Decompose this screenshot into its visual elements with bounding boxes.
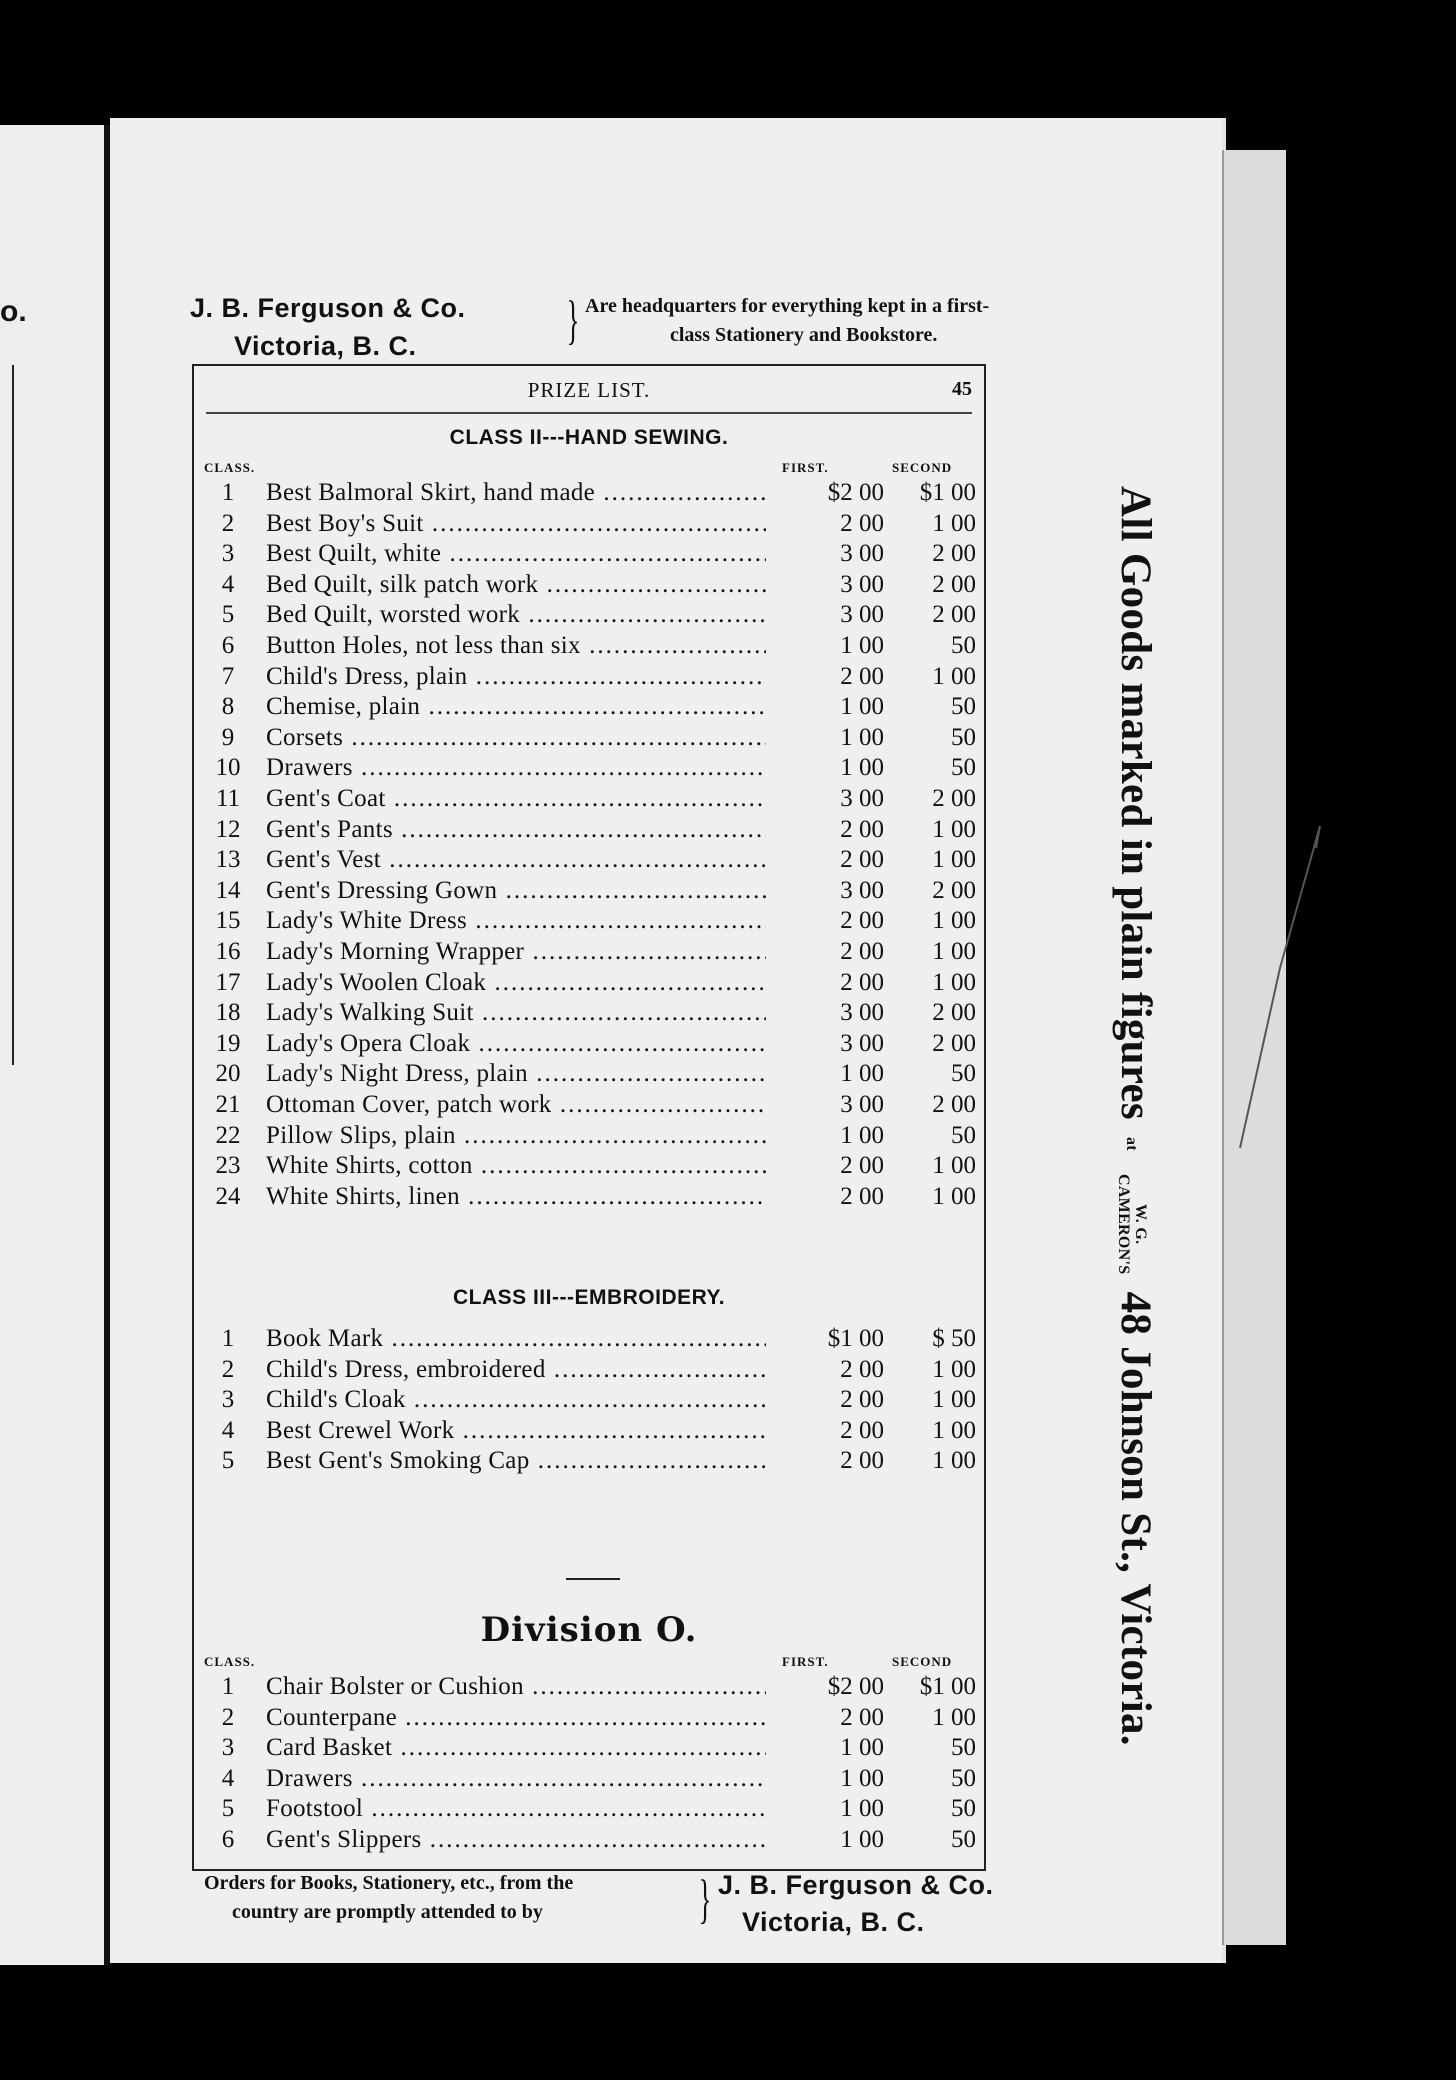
- second-prize: 1 00: [932, 846, 976, 874]
- second-prize: $1 00: [919, 1673, 976, 1700]
- item-name: Gent's Coat .....: [266, 784, 766, 814]
- second-prize: 50: [951, 693, 976, 721]
- class-number: 2: [221, 509, 235, 537]
- item-name: Footstool .....: [266, 1794, 766, 1824]
- second-prize: 1 00: [932, 815, 976, 843]
- section-title-embroidery: CLASS III---EMBROIDERY.: [452, 1286, 726, 1309]
- header-tagline-line-2: class Stationery and Bookstore.: [670, 324, 938, 346]
- first-prize: 3 00: [766, 1090, 890, 1120]
- table-row: [194, 1794, 974, 1824]
- first-prize: 1 00: [766, 1825, 890, 1855]
- item-name: Best Crewel Work .....: [266, 1416, 766, 1446]
- second-prize: 50: [951, 1060, 976, 1088]
- running-head: PRIZE LIST.: [527, 378, 651, 402]
- item-name: Bed Quilt, worsted work .....: [266, 600, 766, 630]
- class-number: 14: [215, 876, 241, 904]
- first-prize: 1 00: [766, 723, 890, 753]
- item-name: Corsets .....: [266, 723, 766, 753]
- item-name: Best Boy's Suit .....: [266, 509, 766, 539]
- item-name: Bed Quilt, silk patch work .....: [266, 570, 766, 600]
- footer-firm-city: Victoria, B. C.: [742, 1907, 925, 1937]
- second-prize: $ 50: [932, 1325, 976, 1352]
- first-prize: 2 00: [766, 1151, 890, 1181]
- table-row: [194, 631, 974, 661]
- first-prize: 3 00: [766, 570, 890, 600]
- footer-note-line-1: Orders for Books, Stationery, etc., from the: [204, 1872, 574, 1894]
- item-name: Ottoman Cover, patch work .....: [266, 1090, 766, 1120]
- class-number: 6: [221, 1826, 235, 1853]
- division-column-labels: [204, 1654, 984, 1672]
- first-prize: 3 00: [766, 1029, 890, 1059]
- class-number: 9: [221, 723, 235, 751]
- table-row: [194, 876, 974, 906]
- item-name: Gent's Slippers .....: [266, 1825, 766, 1855]
- table-row: [194, 784, 974, 814]
- table-row: [194, 815, 974, 845]
- book-page: [110, 118, 1222, 1963]
- item-name: Lady's Night Dress, plain .....: [266, 1059, 766, 1089]
- first-prize: 2 00: [766, 1446, 890, 1476]
- second-prize: 50: [951, 1121, 976, 1149]
- first-prize: 3 00: [766, 784, 890, 814]
- first-prize: 1 00: [766, 753, 890, 783]
- class-number: 4: [221, 1416, 235, 1444]
- item-name: Lady's Morning Wrapper .....: [266, 937, 766, 967]
- side-ad-small-1: W. G.: [1131, 1203, 1149, 1245]
- header-tagline-line-1: Are headquarters for everything kept in a first-: [585, 295, 990, 317]
- first-prize: 3 00: [766, 876, 890, 906]
- first-prize: 2 00: [766, 509, 890, 539]
- class-number: 24: [215, 1182, 241, 1210]
- header-firm-name: J. B. Ferguson & Co.: [190, 293, 466, 323]
- first-prize: 2 00: [766, 662, 890, 692]
- first-prize: 1 00: [766, 692, 890, 722]
- first-prize: 3 00: [766, 539, 890, 569]
- table-row: [194, 937, 974, 967]
- class-number: 13: [215, 846, 241, 874]
- table-row: [194, 1059, 974, 1089]
- first-prize: 1 00: [766, 1121, 890, 1151]
- facing-page-rule: [12, 365, 14, 1065]
- first-prize: 1 00: [766, 1059, 890, 1089]
- item-name: Lady's White Dress .....: [266, 906, 766, 936]
- class-number: 20: [215, 1060, 241, 1088]
- table-row: [194, 753, 974, 783]
- table-row: [194, 478, 974, 508]
- second-prize: 50: [951, 723, 976, 751]
- second-prize: 50: [951, 1734, 976, 1762]
- table-row: [194, 1385, 974, 1415]
- table-row: [194, 998, 974, 1028]
- table-row: [194, 1703, 974, 1733]
- side-ad-text-2: 48 Johnson St., Victoria.: [1112, 1291, 1159, 1746]
- second-prize: 1 00: [932, 907, 976, 935]
- second-prize: 2 00: [932, 570, 976, 598]
- column-label-first: FIRST.: [782, 1654, 829, 1669]
- first-prize: 3 00: [766, 600, 890, 630]
- first-prize: 2 00: [766, 1385, 890, 1415]
- table-row: [194, 1324, 974, 1354]
- class-number: 22: [215, 1121, 241, 1149]
- item-name: Gent's Vest .....: [266, 845, 766, 875]
- side-ad-small-2: CAMERON'S: [1114, 1173, 1132, 1275]
- division-title: Division O.: [480, 1610, 698, 1650]
- class-number: 6: [221, 632, 235, 659]
- class-number: 1: [221, 479, 235, 506]
- second-prize: 1 00: [932, 1447, 976, 1475]
- class-number: 15: [215, 907, 241, 935]
- table-row: [194, 600, 974, 630]
- second-prize: 50: [951, 1795, 976, 1823]
- table-row: [194, 1446, 974, 1476]
- footer-note-line-2: country are promptly attended to by: [232, 1901, 543, 1923]
- second-prize: 1 00: [932, 509, 976, 537]
- item-name: White Shirts, cotton .....: [266, 1151, 766, 1181]
- item-name: Drawers .....: [266, 1764, 766, 1794]
- class-number: 7: [221, 662, 235, 690]
- side-ad-at: at: [1123, 1136, 1141, 1151]
- first-prize: $1 00: [766, 1324, 890, 1354]
- table-row: [194, 1825, 974, 1855]
- table-row: [194, 1151, 974, 1181]
- page-number: 45: [952, 378, 972, 400]
- table-row: [194, 1355, 974, 1385]
- first-prize: 2 00: [766, 906, 890, 936]
- column-label-class: CLASS.: [204, 1654, 256, 1669]
- table-row: [194, 845, 974, 875]
- item-name: Gent's Pants .....: [266, 815, 766, 845]
- head-rule: [206, 412, 972, 414]
- facing-page-text-fragment: o.: [0, 295, 27, 328]
- footer-brace: }: [698, 1869, 712, 1929]
- column-labels: [204, 460, 984, 478]
- class-number: 23: [215, 1152, 241, 1180]
- second-prize: 1 00: [932, 1355, 976, 1383]
- header-firm-city: Victoria, B. C.: [234, 331, 417, 361]
- item-name: Best Gent's Smoking Cap .....: [266, 1446, 766, 1476]
- class-number: 5: [221, 1795, 235, 1823]
- second-prize: 2 00: [932, 785, 976, 812]
- table-row: [194, 662, 974, 692]
- prize-list-frame: [192, 364, 986, 1871]
- second-prize: 1 00: [932, 1416, 976, 1444]
- table-row: [194, 1090, 974, 1120]
- second-prize: 1 00: [932, 1386, 976, 1414]
- class-number: 1: [221, 1325, 235, 1352]
- item-name: Lady's Opera Cloak .....: [266, 1029, 766, 1059]
- second-prize: 50: [951, 754, 976, 782]
- table-row: [194, 692, 974, 722]
- first-prize: $2 00: [766, 1672, 890, 1702]
- first-prize: 2 00: [766, 815, 890, 845]
- class-number: 12: [215, 815, 241, 843]
- item-name: Lady's Walking Suit .....: [266, 998, 766, 1028]
- item-name: Drawers .....: [266, 753, 766, 783]
- first-prize: 1 00: [766, 631, 890, 661]
- column-label-second: SECOND: [892, 460, 953, 475]
- first-prize: 2 00: [766, 1416, 890, 1446]
- table-row: [194, 1182, 974, 1212]
- second-prize: 1 00: [932, 1152, 976, 1180]
- first-prize: 1 00: [766, 1764, 890, 1794]
- table-row: [194, 1672, 974, 1702]
- item-name: Pillow Slips, plain .....: [266, 1121, 766, 1151]
- item-name: Best Balmoral Skirt, hand made .....: [266, 478, 766, 508]
- class-number: 16: [215, 938, 241, 965]
- first-prize: 2 00: [766, 1182, 890, 1212]
- class-number: 19: [215, 1029, 241, 1057]
- table-row: [194, 1764, 974, 1794]
- table-row: [194, 509, 974, 539]
- header-brace: }: [566, 290, 580, 350]
- side-ad-text-1: All Goods marked in plain figures: [1112, 486, 1159, 1120]
- item-name: Child's Dress, embroidered .....: [266, 1355, 766, 1385]
- second-prize: 1 00: [932, 662, 976, 690]
- first-prize: 1 00: [766, 1794, 890, 1824]
- second-prize: 2 00: [932, 601, 976, 629]
- first-prize: 2 00: [766, 845, 890, 875]
- facing-page-edge: [0, 125, 104, 1965]
- class-number: 10: [215, 754, 241, 782]
- second-prize: 1 00: [932, 968, 976, 996]
- item-name: Card Basket .....: [266, 1733, 766, 1763]
- class-number: 8: [221, 693, 235, 721]
- advertisement-footer: [192, 1868, 1092, 1948]
- table-row: [194, 1029, 974, 1059]
- item-name: Counterpane .....: [266, 1703, 766, 1733]
- first-prize: 2 00: [766, 937, 890, 967]
- class-number: 21: [215, 1091, 241, 1118]
- second-prize: $1 00: [919, 479, 976, 506]
- second-prize: 50: [951, 632, 976, 659]
- table-row: [194, 1416, 974, 1446]
- item-name: Chair Bolster or Cushion .....: [266, 1672, 766, 1702]
- item-name: Child's Dress, plain .....: [266, 662, 766, 692]
- second-prize: 1 00: [932, 1703, 976, 1731]
- second-prize: 2 00: [932, 999, 976, 1027]
- section-divider: [566, 1578, 620, 1580]
- class-number: 4: [221, 1764, 235, 1792]
- class-number: 5: [221, 601, 235, 629]
- class-number: 3: [221, 540, 235, 568]
- second-prize: 2 00: [932, 876, 976, 904]
- class-number: 3: [221, 1734, 235, 1762]
- vertical-advertisement: [1105, 486, 1165, 1886]
- class-number: 3: [221, 1386, 235, 1414]
- advertisement-header: [190, 290, 1090, 373]
- table-row: [194, 723, 974, 753]
- table-row: [194, 539, 974, 569]
- table-row: [194, 968, 974, 998]
- second-prize: 1 00: [932, 1182, 976, 1210]
- table-row: [194, 570, 974, 600]
- first-prize: 3 00: [766, 998, 890, 1028]
- second-prize: 50: [951, 1764, 976, 1792]
- item-name: Gent's Dressing Gown .....: [266, 876, 766, 906]
- first-prize: 2 00: [766, 1355, 890, 1385]
- item-name: Book Mark .....: [266, 1324, 766, 1354]
- class-number: 18: [215, 999, 241, 1027]
- table-row: [194, 1733, 974, 1763]
- item-name: Chemise, plain .....: [266, 692, 766, 722]
- first-prize: 2 00: [766, 1703, 890, 1733]
- item-name: Child's Cloak .....: [266, 1385, 766, 1415]
- first-prize: $2 00: [766, 478, 890, 508]
- item-name: Button Holes, not less than six .....: [266, 631, 766, 661]
- first-prize: 1 00: [766, 1733, 890, 1763]
- class-number: 1: [221, 1673, 235, 1700]
- second-prize: 2 00: [932, 1091, 976, 1118]
- second-prize: 1 00: [932, 938, 976, 965]
- class-number: 4: [221, 570, 235, 598]
- pencil-mark: [1220, 818, 1340, 1158]
- column-label-class: CLASS.: [204, 460, 256, 475]
- table-row: [194, 1121, 974, 1151]
- item-name: White Shirts, linen .....: [266, 1182, 766, 1212]
- item-name: Lady's Woolen Cloak .....: [266, 968, 766, 998]
- item-name: Best Quilt, white .....: [266, 539, 766, 569]
- column-label-first: FIRST.: [782, 460, 829, 475]
- second-prize: 2 00: [932, 540, 976, 568]
- class-number: 5: [221, 1447, 235, 1475]
- class-number: 11: [215, 785, 241, 812]
- second-prize: 2 00: [932, 1029, 976, 1057]
- second-prize: 50: [951, 1826, 976, 1853]
- first-prize: 2 00: [766, 968, 890, 998]
- section-title-hand-sewing: CLASS II---HAND SEWING.: [449, 426, 729, 449]
- footer-firm-name: J. B. Ferguson & Co.: [718, 1870, 994, 1900]
- column-label-second: SECOND: [892, 1654, 953, 1669]
- class-number: 2: [221, 1355, 235, 1383]
- class-number: 17: [215, 968, 241, 996]
- table-row: [194, 906, 974, 936]
- class-number: 2: [221, 1703, 235, 1731]
